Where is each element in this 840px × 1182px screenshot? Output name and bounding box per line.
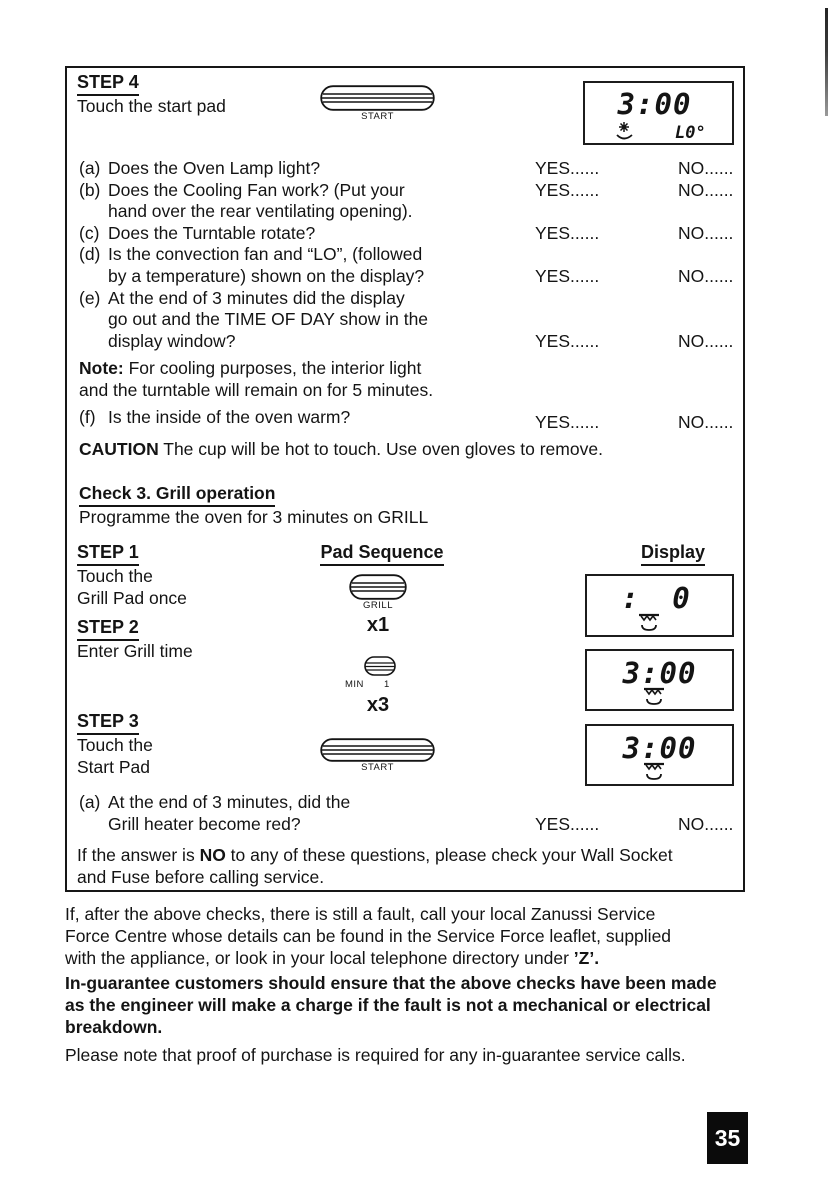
display-value: 3:00 xyxy=(622,731,697,765)
display-step4-mode: L0° xyxy=(675,123,706,143)
question-text: At the end of 3 minutes, did the xyxy=(108,792,351,812)
question-text: Does the Cooling Fan work? (Put your xyxy=(108,179,405,200)
pad-sequence-header: Pad Sequence xyxy=(317,542,447,566)
question-row-c xyxy=(79,223,737,245)
check3-title: Check 3. Grill operation xyxy=(79,483,275,508)
question-text: Is the inside of the oven warm? xyxy=(108,406,351,427)
step4-title: STEP 4 xyxy=(77,72,139,96)
step1-title: STEP 1 xyxy=(77,542,139,566)
step4-instruction: Touch the start pad xyxy=(77,96,226,116)
no-answer-blank: NO...... xyxy=(678,330,734,351)
question-text: display window? xyxy=(108,330,236,351)
step3-title: STEP 3 xyxy=(77,711,139,735)
grill-element-icon xyxy=(642,687,666,712)
note-block xyxy=(79,358,737,401)
step3-heading xyxy=(77,711,139,735)
question-text: Grill heater become red? xyxy=(108,813,301,834)
directory-letter: ’Z’. xyxy=(573,948,600,968)
caution-block xyxy=(79,439,737,461)
question-letter: (a) xyxy=(79,792,101,812)
grill-question-row-a xyxy=(79,792,737,835)
question-row-a xyxy=(79,158,737,180)
yes-answer-blank: YES...... xyxy=(535,179,600,200)
question-row-e xyxy=(79,288,737,353)
check3-heading xyxy=(79,483,737,508)
display-step4 xyxy=(583,81,734,145)
question-row-d xyxy=(79,244,737,287)
step2-text: Enter Grill time xyxy=(77,641,193,661)
min-pad-number: 1 xyxy=(384,679,390,690)
grill-pad-icon xyxy=(349,574,407,600)
step1-text: Touch the xyxy=(77,566,153,586)
step2-title: STEP 2 xyxy=(77,617,139,641)
display-step4-time: 3:00 xyxy=(617,87,692,121)
question-list xyxy=(79,158,737,529)
yes-answer-blank: YES...... xyxy=(535,813,600,834)
press-count: x3 xyxy=(366,694,390,716)
grill-pad-label: GRILL xyxy=(363,600,393,611)
step4-heading xyxy=(77,72,139,96)
display-value: 3:00 xyxy=(622,656,697,690)
start-pad-step4 xyxy=(320,85,435,122)
display-header: Display xyxy=(608,542,738,566)
start-pad-label: START xyxy=(361,762,394,773)
yes-answer-blank: YES...... xyxy=(535,222,600,243)
yes-answer-blank: YES...... xyxy=(535,330,600,351)
checklist-box xyxy=(65,66,745,892)
question-letter: (f) xyxy=(79,406,96,427)
min-1-pad-icon xyxy=(364,656,396,676)
question-text: Does the Turntable rotate? xyxy=(108,222,316,243)
caution-label: CAUTION xyxy=(79,439,159,460)
question-text: hand over the rear ventilating opening). xyxy=(108,201,413,222)
step1-text: Grill Pad once xyxy=(77,588,187,608)
footer-emphasis: NO xyxy=(199,845,226,865)
yes-answer-blank: YES...... xyxy=(535,411,600,432)
min-pad-label: MIN xyxy=(345,679,364,690)
step2-heading xyxy=(77,617,139,641)
step3-text: Touch the xyxy=(77,735,153,755)
display-grill-step1 xyxy=(585,574,734,637)
note-text: and the turntable will remain on for 5 minutes. xyxy=(79,379,434,400)
question-letter: (a) xyxy=(79,158,101,178)
question-text: At the end of 3 minutes did the display xyxy=(108,287,405,308)
press-count: x1 xyxy=(366,614,390,636)
no-answer-blank: NO...... xyxy=(678,265,734,286)
display-value: : 0 xyxy=(621,581,698,615)
note-text: For cooling purposes, the interior light xyxy=(123,358,422,379)
yes-answer-blank: YES...... xyxy=(535,158,600,178)
step1-heading xyxy=(77,542,139,566)
scan-artifact-line xyxy=(825,8,828,116)
no-answer-blank: NO...... xyxy=(678,179,734,200)
no-answer-blank: NO...... xyxy=(678,813,734,834)
proof-of-purchase-paragraph: Please note that proof of purchase is required for any in-guarantee service calls. xyxy=(65,1045,686,1065)
grill-element-icon xyxy=(642,762,666,787)
question-letter: (e) xyxy=(79,287,101,308)
no-answer-blank: NO...... xyxy=(678,411,734,432)
check3-subtitle: Programme the oven for 3 minutes on GRILL xyxy=(79,507,429,528)
box-footer: If the answer is NO to any of these questions, please check your Wall Socket and Fuse before calling service. xyxy=(77,845,673,887)
start-pad-icon xyxy=(320,85,435,111)
question-text: Is the convection fan and “LO”, (followed xyxy=(108,244,423,265)
service-paragraph: If, after the above checks, there is still a fault, call your local Zanussi Service Force Centre whose details can be found in the Service Force leaflet, supplied with the appliance, or look in your local telephone directory under ’Z’. xyxy=(65,904,672,968)
start-pad-step3 xyxy=(320,738,435,773)
question-text: go out and the TIME OF DAY show in the xyxy=(108,309,429,330)
yes-answer-blank: YES...... xyxy=(535,265,600,286)
display-grill-step2 xyxy=(585,649,734,711)
question-text: Does the Oven Lamp light? xyxy=(108,158,321,178)
display-grill-step3 xyxy=(585,724,734,786)
grill-pad xyxy=(349,574,407,611)
step3-text: Start Pad xyxy=(77,757,150,777)
start-pad-label: START xyxy=(361,111,394,122)
question-letter: (c) xyxy=(79,222,100,243)
convection-fan-icon xyxy=(613,121,637,147)
page-number-badge: 35 xyxy=(707,1112,748,1164)
question-row-f xyxy=(79,406,737,432)
question-letter: (d) xyxy=(79,244,101,265)
question-letter: (b) xyxy=(79,179,101,200)
note-label: Note: xyxy=(79,358,124,379)
no-answer-blank: NO...... xyxy=(678,158,734,178)
question-text: by a temperature) shown on the display? xyxy=(108,265,425,286)
min-1-pad xyxy=(364,656,396,676)
grill-element-icon xyxy=(637,613,661,638)
guarantee-paragraph: In-guarantee customers should ensure that the above checks have been made as the engineer will make a charge if the fault is not a mechanical or electrical breakdown. xyxy=(65,973,717,1037)
no-answer-blank: NO...... xyxy=(678,222,734,243)
question-row-b xyxy=(79,180,737,223)
start-pad-icon xyxy=(320,738,435,762)
caution-text: The cup will be hot to touch. Use oven gloves to remove. xyxy=(158,439,603,460)
